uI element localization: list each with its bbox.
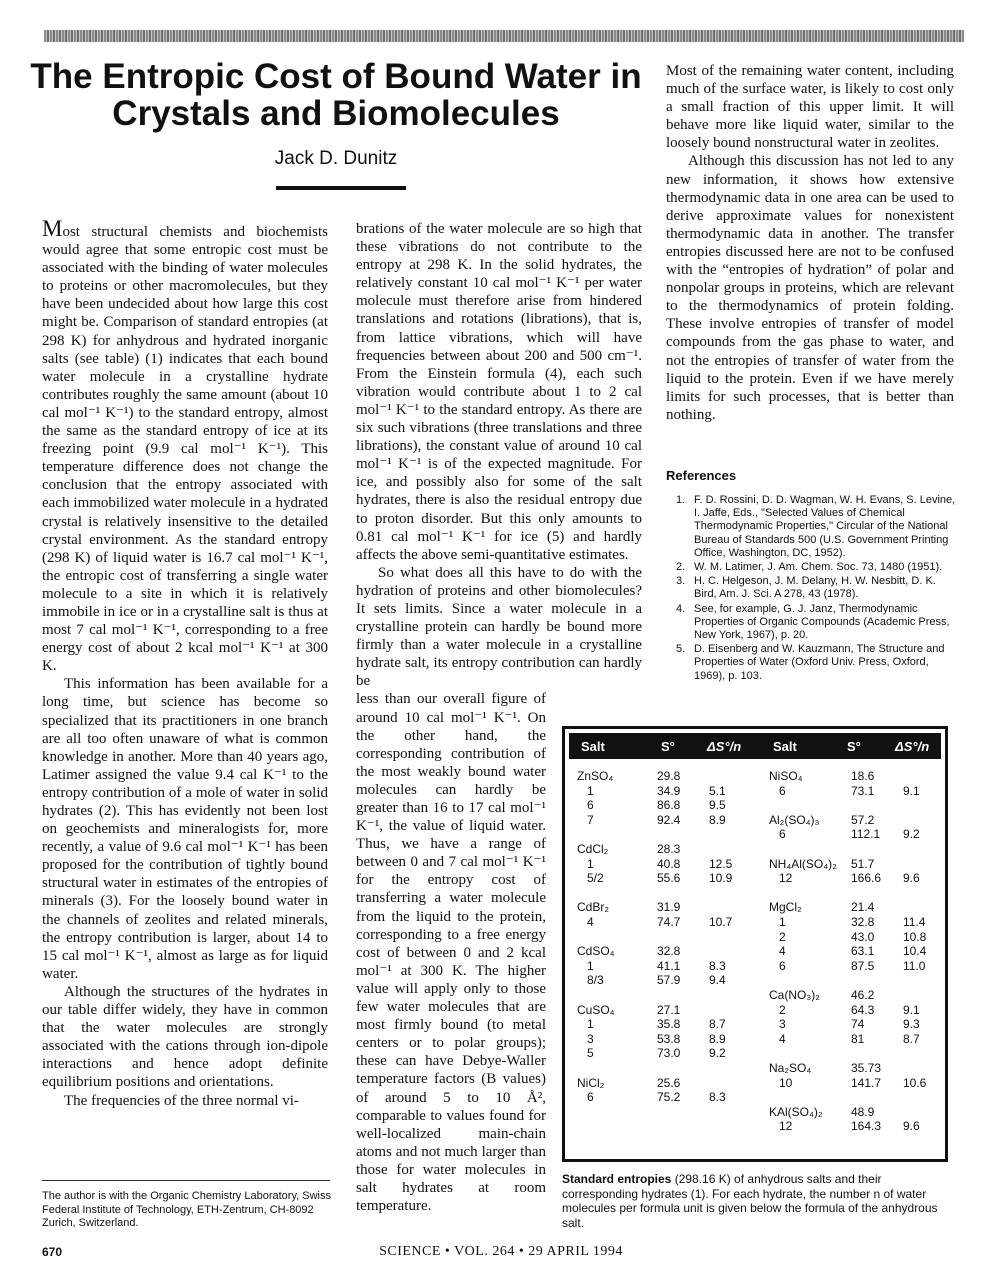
table-caption — [562, 1172, 954, 1230]
table-cell-entropy: 81 — [851, 1031, 865, 1046]
header-decorative-bar — [44, 30, 964, 42]
table-cell-delta: 9.6 — [903, 871, 920, 886]
body-column-1 — [42, 216, 328, 1110]
article-author: Jack D. Dunitz — [274, 148, 398, 169]
references-list — [666, 494, 956, 684]
reference-number: 4. — [676, 602, 686, 615]
table-cell-entropy: 41.1 — [657, 958, 681, 973]
table-cell-salt: NH₄Al(SO₄)₂ — [769, 856, 837, 871]
table-cell-salt: NiSO₄ — [769, 769, 803, 783]
table-header — [569, 733, 941, 759]
author-affiliation: The author is with the Organic Chemistry Laboratory, Swiss Federal Institute of Technology, ETH-Zentrum, CH-8092 Zurich, Switzerland. — [42, 1190, 331, 1229]
table-cell-salt: CdCl₂ — [577, 842, 609, 856]
table-cell-delta: 8.9 — [709, 1031, 726, 1046]
paragraph: brations of the water molecule are so high that these vibrations do not contribute to the entropy at 298 K. In the solid hydrates, the relatively constant 10 cal mol⁻¹ K⁻¹ per water molecule must therefore arise from hindered translations and rotations (librations), that is, from lattice vibrations, which will have frequencies between about 200 and 500 cm⁻¹. From the Einstein formula (4), each such vibration would contribute about 1 to 2 cal mol⁻¹ K⁻¹ to the standard entropy. As there are six such vibrations (three translations and three librations), the constant value of around 10 cal mol⁻¹ K⁻¹ is of the expected magnitude. For ice, and possibly also for some of the salt hydrates, there is also the residual entropy due to proton disorder. But this only amounts to 0.81 cal mol⁻¹ K⁻¹ for ice (5) and hardly affects the above semi-quantitative estimates. — [356, 221, 642, 563]
article-title: The Entropic Cost of Bound Water in Crystals and Biomolecules — [30, 57, 642, 133]
reference-item — [666, 575, 956, 601]
table-cell-salt: 2 — [779, 929, 786, 944]
header-entropy: S° — [661, 739, 675, 754]
table-cell-entropy: 27.1 — [657, 1002, 681, 1017]
table-cell-salt: 12 — [779, 1119, 793, 1134]
table-cell-delta: 11.4 — [903, 915, 926, 929]
table-cell-entropy: 51.7 — [851, 856, 875, 871]
paragraph: Although the structures of the hydrates in our table differ widely, they have in common that the water molecules are strongly associated with the cations through ion-dipole interactions and hence adopt definite equilibrium positions and orientations. — [42, 983, 328, 1091]
table-cell-salt: 2 — [779, 1002, 786, 1017]
reference-text: D. Eisenberg and W. Kauzmann, The Structure and Properties of Water (Oxford Univ. Press, Oxford, 1969), p. 103. — [694, 643, 945, 682]
table-cell-entropy: 31.9 — [657, 900, 681, 915]
entropy-table — [562, 726, 948, 1162]
table-cell-entropy: 18.6 — [851, 769, 875, 783]
table-cell-delta: 10.7 — [709, 915, 733, 929]
table-cell-delta: 9.2 — [709, 1046, 726, 1061]
reference-number: 5. — [676, 643, 686, 656]
header-delta-entropy: ΔS°/n — [895, 739, 930, 754]
reference-text: See, for example, G. J. Janz, Thermodynamic Properties of Organic Compounds (Academic Press, New York, 1967), p. 20. — [694, 602, 950, 642]
table-cell-salt: CdBr₂ — [577, 900, 609, 915]
table-cell-salt: Al₂(SO₄)₃ — [769, 812, 820, 827]
table-cell-salt: KAl(SO₄)₂ — [769, 1104, 823, 1119]
reference-text: W. M. Latimer, J. Am. Chem. Soc. 73, 1480 (1951). — [694, 561, 943, 574]
table-cell-salt: 1 — [587, 783, 594, 798]
page-number: 670 — [42, 1245, 63, 1259]
paragraph: Most of the remaining water content, including much of the surface water, is likely to cost only a small fraction of this upper limit. It will behave more like liquid water, similar to the loosely bound nonstructural water in zeolites. — [666, 63, 954, 152]
header-salt: Salt — [773, 739, 797, 754]
table-cell-delta: 8.3 — [709, 958, 726, 973]
table-cell-salt: 7 — [587, 812, 594, 827]
table-cell-salt: 12 — [779, 871, 793, 886]
reference-item — [666, 643, 956, 683]
table-cell-entropy: 57.2 — [851, 812, 875, 827]
table-cell-salt: 5 — [587, 1046, 594, 1061]
table-cell-salt: 3 — [587, 1031, 594, 1046]
table-cell-salt: 1 — [587, 856, 594, 871]
paragraph: Although this discussion has not led to any new information, it shows how extensive thermodynamic data in one area can be used to derive approximate values for nonexistent thermodynamic data in another. The transfer entropies discussed here are not to be confused with the “entropies of hydration” of polar and nonpolar groups in proteins, which are relevant to the thermodynamics of protein folding. These involve entropies of transfer of model compounds from the gas phase to water, and not the entropies of transfer of water from the liquid to the protein. Even if we have merely limits for such processes, that is better than nothing. — [666, 153, 954, 423]
table-cell-entropy: 21.4 — [851, 900, 875, 915]
table-cell-entropy: 112.1 — [851, 827, 881, 842]
table-cell-entropy: 73.0 — [657, 1046, 681, 1061]
table-cell-entropy: 35.8 — [657, 1017, 681, 1032]
table-cell-salt: 6 — [779, 958, 786, 973]
title-rule — [276, 186, 406, 190]
table-cell-delta: 8.3 — [709, 1090, 726, 1105]
table-cell-salt: 5/2 — [587, 871, 604, 886]
drop-cap: M — [42, 216, 63, 241]
table-cell-salt: 4 — [779, 1031, 786, 1046]
table-cell-salt: 6 — [779, 827, 786, 842]
header-salt: Salt — [581, 739, 605, 754]
table-cell-salt: NiCl₂ — [577, 1075, 605, 1090]
table-cell-delta: 10.4 — [903, 944, 927, 959]
reference-number: 2. — [676, 561, 686, 574]
table-cell-delta: 10.8 — [903, 929, 927, 944]
table-cell-entropy: 86.8 — [657, 798, 681, 813]
journal-footer: SCIENCE • VOL. 264 • 29 APRIL 1994 — [379, 1244, 623, 1259]
table-cell-delta: 9.2 — [903, 827, 920, 842]
table-cell-delta: 12.5 — [709, 856, 733, 871]
table-cell-entropy: 57.9 — [657, 973, 681, 988]
paragraph: less than our overall figure of around 10 cal mol⁻¹ K⁻¹. On the other hand, the corresponding contribution of the most weakly bound water molecules can hardly be greater than 16 to 17 cal mol⁻¹ K⁻¹, the value of liquid water. Thus, we have a range of between 0 and 7 cal mol⁻¹ K⁻¹ for the entropy cost of transferring a water molecule from the liquid to the protein, corresponding to a free energy cost of between 0 and 2 kcal mol⁻¹ at 300 K. The higher value will apply only to those few water molecules that are most firmly bound (to metal centers or to polar groups); these can have Debye-Waller temperature factors (B values) of around 5 to 10 Å², comparable to values found for well-localized main-chain atoms and not much larger than those for water molecules in salt hydrates at room temperature. — [356, 691, 546, 1215]
table-cell-salt: 4 — [779, 944, 786, 959]
table-cell-entropy: 32.8 — [851, 915, 875, 929]
table-cell-entropy: 53.8 — [657, 1031, 681, 1046]
caption-bold: Standard entropies — [562, 1172, 672, 1186]
header-entropy: S° — [847, 739, 861, 754]
reference-number: 3. — [676, 575, 686, 588]
table-cell-salt: 1 — [779, 915, 786, 929]
table-cell-delta: 9.1 — [903, 783, 920, 798]
table-cell-entropy: 29.8 — [657, 769, 681, 783]
table-cell-salt: 6 — [587, 1090, 594, 1105]
paragraph: The frequencies of the three normal vi- — [64, 1092, 299, 1109]
table-cell-entropy: 34.9 — [657, 783, 681, 798]
table-cell-entropy: 64.3 — [851, 1002, 875, 1017]
table-cell-entropy: 43.0 — [851, 929, 875, 944]
reference-item — [666, 561, 956, 574]
table-cell-delta: 8.7 — [709, 1017, 726, 1032]
table-cell-delta: 10.9 — [709, 871, 733, 886]
header-delta-entropy: ΔS°/n — [707, 739, 742, 754]
table-cell-salt: 4 — [587, 915, 594, 929]
table-cell-entropy: 74 — [851, 1017, 865, 1032]
table-cell-entropy: 40.8 — [657, 856, 681, 871]
reference-text: H. C. Helgeson, J. M. Delany, H. W. Nesbitt, D. K. Bird, Am. J. Sci. A 278, 43 (1978). — [694, 575, 936, 601]
table-cell-salt: 6 — [587, 798, 594, 813]
table-cell-entropy: 63.1 — [851, 944, 875, 959]
table-cell-delta: 10.6 — [903, 1075, 927, 1090]
table-cell-salt: Ca(NO₃)₂ — [769, 988, 820, 1002]
table-cell-salt: CdSO₄ — [577, 944, 615, 959]
body-column-3 — [666, 62, 954, 424]
table-cell-delta: 9.5 — [709, 798, 726, 813]
table-cell-salt: ZnSO₄ — [577, 769, 614, 783]
paragraph: This information has been available for a long time, but science has become so specialized that its practitioners in one branch are all too often unaware of what is common knowledge in another. More than 40 years ago, Latimer assigned the value 9.4 cal K⁻¹ to the entropy contribution of a mole of water in solid hydrates (2). This has evidently not been lost on geochemists and mineralogists for, more recently, a value of 9.6 cal mol⁻¹ K⁻¹ has been proposed for the contribution of tightly bound structural water in estimates of the entropies of minerals (3). For the loosely bound water in the channels of zeolites and related minerals, the entropy contribution is larger, about 14 to 15 cal mol⁻¹ K⁻¹, almost as large as for liquid water. — [42, 676, 328, 982]
table-cell-salt: 6 — [779, 783, 786, 798]
table-cell-salt: 1 — [587, 958, 594, 973]
table-cell-entropy: 25.6 — [657, 1075, 681, 1090]
table-cell-entropy: 92.4 — [657, 812, 681, 827]
table-cell-delta: 8.9 — [709, 812, 726, 827]
table-cell-entropy: 75.2 — [657, 1090, 681, 1105]
table-cell-entropy: 141.7 — [851, 1075, 882, 1090]
table-cell-salt: CuSO₄ — [577, 1002, 615, 1017]
affiliation-rule — [42, 1180, 330, 1181]
table-cell-salt: Na₂SO₄ — [769, 1061, 812, 1075]
table-cell-entropy: 164.3 — [851, 1119, 882, 1134]
table-cell-entropy: 35.73 — [851, 1061, 882, 1075]
table-cell-entropy: 32.8 — [657, 944, 681, 959]
table-cell-entropy: 46.2 — [851, 988, 875, 1002]
table-cell-entropy: 87.5 — [851, 958, 875, 973]
table-cell-salt: MgCl₂ — [769, 900, 802, 915]
table-cell-salt: 10 — [779, 1075, 793, 1090]
table-cell-salt: 8/3 — [587, 973, 604, 988]
table-cell-salt: 1 — [587, 1017, 594, 1032]
table-cell-entropy: 55.6 — [657, 871, 681, 886]
table-cell-entropy: 48.9 — [851, 1104, 875, 1119]
references-heading: References — [666, 468, 737, 483]
table-cell-delta: 9.4 — [709, 973, 726, 988]
table-cell-salt: 3 — [779, 1017, 786, 1032]
table-cell-entropy: 28.3 — [657, 842, 681, 856]
reference-item — [666, 494, 956, 560]
table-cell-entropy: 74.7 — [657, 915, 681, 929]
table-cell-delta: 9.1 — [903, 1002, 920, 1017]
table-cell-entropy: 166.6 — [851, 871, 882, 886]
reference-number: 1. — [676, 494, 686, 506]
caption-text: (298.16 K) of anhydrous salts and their corresponding hydrates (1). For each hydrate, the number n of water molecules per formula unit is given below the formula of the anhydrous salt. — [562, 1172, 938, 1230]
table-cell-delta: 5.1 — [709, 783, 726, 798]
table-cell-delta: 11.0 — [903, 958, 926, 973]
reference-text: F. D. Rossini, D. D. Wagman, W. H. Evans, S. Levine, I. Jaffe, Eds., "Selected Values of Chemical Thermodynamic Properties," Circular of the National Bureau of Standards 500 (U.S. Government Printing Office, Washington, DC, 1952). — [694, 494, 956, 559]
paragraph-text: ost structural chemists and biochemists would agree that some entropic cost must be associated with the binding of water molecules to proteins or other macromolecules, but they have been undecided about how large this cost might be. Comparison of standard entropies (at 298 K) for anhydrous and hydrated inorganic salts (see table) (1) indicates that each bound water molecule in a crystalline hydrate contributes roughly the same amount (about 10 cal mol⁻¹ K⁻¹) to the standard entropy, almost the same as the standard entropy of ice at its freezing point (9.9 cal mol⁻¹ K⁻¹). This temperature difference does not change the conclusion that the entropy associated with each immobilized water molecule in a hydrated crystal is relatively insensitive to the detailed crystal environment. As the standard entropy (298 K) of liquid water is 16.7 cal mol⁻¹ K⁻¹, the entropic cost of transferring a single water molecule to a site in which it is relatively immobile in ice or in a crystalline salt is thus at most 7 cal mol⁻¹ K⁻¹, corresponding to a free energy cost of about 2 kcal mol⁻¹ K⁻¹ at 300 K. — [42, 224, 328, 675]
table-cell-entropy: 73.1 — [851, 783, 875, 798]
table-cell-delta: 9.3 — [903, 1017, 920, 1032]
table-cell-delta: 8.7 — [903, 1031, 920, 1046]
paragraph — [42, 216, 328, 675]
table-cell-delta: 9.6 — [903, 1119, 920, 1134]
reference-item — [666, 603, 956, 643]
paragraph: So what does all this have to do with the hydration of proteins and other biomolecules? It sets limits. Since a water molecule in a crystalline protein can hardly be bound more firmly than a water molecule in a crystalline hydrate salt, its entropy contribution can hardly be — [356, 564, 642, 690]
